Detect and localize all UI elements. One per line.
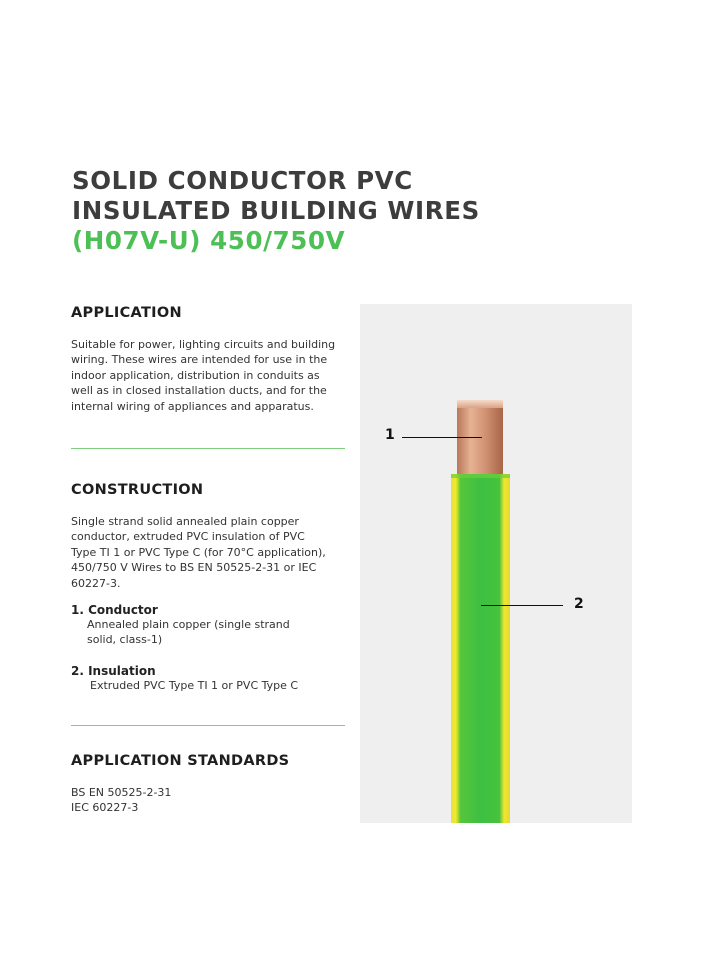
construction-line-3: Type TI 1 or PVC Type C (for 70°C application), bbox=[71, 545, 326, 559]
construction-heading: CONSTRUCTION bbox=[71, 482, 204, 498]
construction-line-4: 450/750 V Wires to BS EN 50525-2-31 or IEC bbox=[71, 561, 317, 575]
conductor-item-title: 1. Conductor bbox=[71, 603, 158, 617]
callout-line-1 bbox=[402, 437, 482, 438]
application-heading: APPLICATION bbox=[71, 305, 182, 321]
conductor-item-line-2: solid, class-1) bbox=[87, 633, 163, 647]
standard-item: BS EN 50525-2-31 bbox=[71, 786, 172, 799]
application-line-4: well as in closed installation ducts, and for the bbox=[71, 384, 327, 398]
section-divider bbox=[71, 725, 345, 726]
cable-illustration bbox=[360, 304, 632, 823]
conductor-item-line-1: Annealed plain copper (single strand bbox=[87, 618, 290, 631]
construction-line-1: Single strand solid annealed plain copper bbox=[71, 515, 299, 528]
callout-line-2 bbox=[481, 605, 563, 606]
pvc-insulation bbox=[451, 474, 510, 823]
insulation-edge bbox=[451, 474, 510, 478]
insulation-item bbox=[71, 664, 345, 693]
application-line-2: wiring. These wires are intended for use in the bbox=[71, 353, 328, 367]
callout-label-1: 1 bbox=[385, 427, 395, 443]
cable-image-panel bbox=[360, 304, 632, 823]
conductor-item bbox=[71, 603, 345, 648]
insulation-item-title: 2. Insulation bbox=[71, 664, 156, 678]
insulation-item-body bbox=[71, 678, 345, 693]
application-text bbox=[71, 337, 345, 414]
application-line-3: indoor application, distribution in conduits as bbox=[71, 368, 320, 382]
construction-text bbox=[71, 514, 345, 591]
application-line-1: Suitable for power, lighting circuits and building bbox=[71, 338, 336, 351]
copper-conductor bbox=[457, 400, 503, 482]
copper-conductor-top bbox=[457, 400, 503, 408]
title-line-1: SOLID CONDUCTOR PVC bbox=[72, 166, 413, 195]
standard-item: IEC 60227-3 bbox=[71, 801, 139, 815]
callout-label-2: 2 bbox=[574, 596, 584, 612]
section-divider bbox=[71, 448, 345, 449]
application-line-5: internal wiring of appliances and apparatus. bbox=[71, 399, 314, 413]
conductor-item-body bbox=[71, 617, 345, 648]
title-line-3: (H07V-U) 450/750V bbox=[72, 226, 346, 255]
page-title bbox=[72, 166, 480, 256]
insulation-item-line-1: Extruded PVC Type TI 1 or PVC Type C bbox=[90, 679, 299, 692]
title-line-2: INSULATED BUILDING WIRES bbox=[72, 196, 480, 225]
construction-line-2: conductor, extruded PVC insulation of PVC bbox=[71, 530, 305, 544]
standards-list bbox=[71, 785, 345, 816]
standards-heading: APPLICATION STANDARDS bbox=[71, 753, 290, 769]
construction-line-5: 60227-3. bbox=[71, 576, 121, 590]
